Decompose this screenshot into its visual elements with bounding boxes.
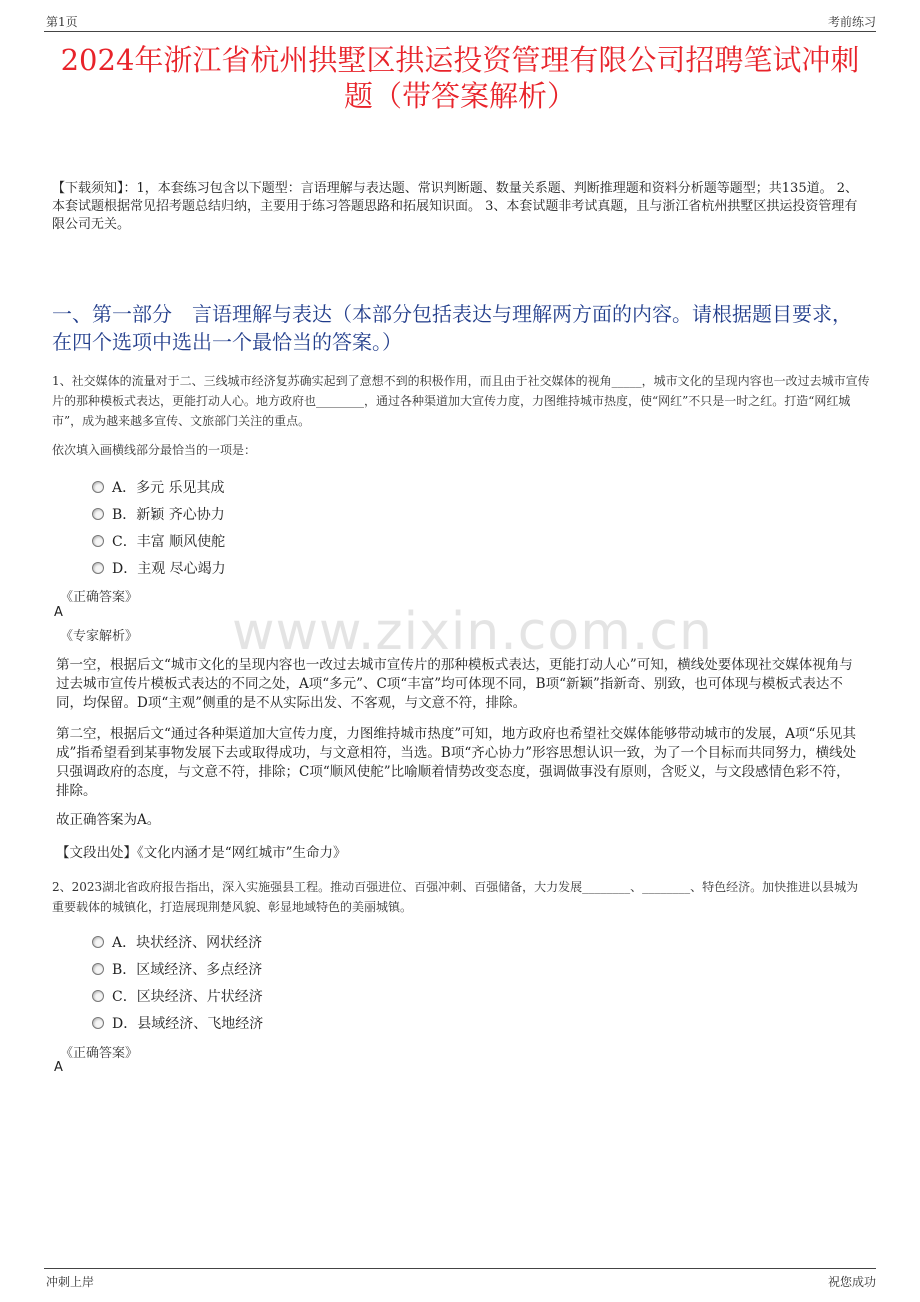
radio-icon[interactable]	[92, 990, 104, 1002]
option-label: C．丰富 顺风使舵	[112, 534, 226, 550]
question-1-option-d[interactable]	[92, 558, 226, 578]
question-2-option-b[interactable]	[92, 959, 262, 979]
radio-icon[interactable]	[92, 535, 104, 547]
option-label: A．块状经济、网状经济	[112, 935, 263, 951]
radio-icon[interactable]	[92, 508, 104, 520]
question-2-option-a[interactable]	[92, 932, 262, 952]
section-title: 一、第一部分 言语理解与表达（本部分包括表达与理解两方面的内容。请根据题目要求，在四个选项中选出一个最恰当的答案。）	[52, 302, 852, 354]
radio-icon[interactable]	[92, 936, 104, 948]
question-1-text: 1、社交媒体的流量对于二、三线城市经济复苏确实起到了意想不到的积极作用，而且由于社交媒体的视角_____，城市文化的呈现内容也一改过去城市宣传片的那种模板式表达，更能打动人心。地方政府也________，通过各种渠道加大宣传力度，力图维持城市热度，使“网红”不只是一时之红。打造“网红城市”，成为越来越多宣传、文旅部门关注的重点。	[52, 374, 870, 428]
option-label: B．区域经济、多点经济	[112, 962, 263, 978]
question-1-answer-label: 《正确答案》	[60, 590, 139, 605]
footer-right-text: 祝您成功	[827, 1275, 876, 1289]
question-2-option-d[interactable]	[92, 1013, 263, 1033]
question-1-hint: 依次填入画横线部分最恰当的一项是：	[52, 443, 257, 457]
question-1-analysis-label: 《专家解析》	[60, 629, 139, 644]
analysis-conclusion: 故正确答案为A。	[56, 812, 161, 828]
option-label: C．区块经济、片状经济	[112, 989, 263, 1005]
question-1-option-c[interactable]	[92, 531, 225, 551]
option-label: D．主观 尽心竭力	[112, 561, 226, 577]
footer-left-text: 冲刺上岸	[46, 1275, 95, 1289]
radio-icon[interactable]	[92, 481, 104, 493]
option-label: D．县域经济、飞地经济	[112, 1016, 264, 1032]
analysis-source: 【文段出处】《文化内涵才是“网红城市”生命力》	[56, 845, 347, 861]
question-1-option-b[interactable]	[92, 504, 225, 524]
option-label: B．新颖 齐心协力	[112, 507, 225, 523]
radio-icon[interactable]	[92, 1017, 104, 1029]
question-1-option-a[interactable]	[92, 477, 225, 497]
question-1-answer: A	[54, 605, 63, 620]
watermark: www.zixin.com.cn	[232, 602, 713, 662]
analysis-paragraph-1: 第一空，根据后文“城市文化的呈现内容也一改过去城市宣传片的那种模板式表达，更能打动人心”可知，横线处要体现社交媒体视角与过去城市宣传片模板式表达的不同之处，A项“多元”、C项“丰富”均可体现不同，B项“新颖”指新奇、别致，也可体现与模板式表达不同，均保留。D项“主观”侧重的是不从实际出发、不客观，与文意不符，排除。	[56, 657, 853, 711]
page-number: 第1页	[46, 15, 78, 29]
header-tag: 考前练习	[827, 15, 876, 29]
question-2-answer-label: 《正确答案》	[60, 1046, 139, 1061]
question-2-text: 2、2023湖北省政府报告指出，深入实施强县工程。推动百强进位、百强冲刺、百强储备，大力发展________、________、特色经济。加快推进以县城为重要载体的城镇化，打造展现荆楚风貌、彰显地域特色的美丽城镇。	[52, 880, 859, 914]
option-label: A．多元 乐见其成	[112, 480, 225, 496]
radio-icon[interactable]	[92, 963, 104, 975]
radio-icon[interactable]	[92, 562, 104, 574]
download-notice: 【下载须知】：1，本套练习包含以下题型：言语理解与表达题、常识判断题、数量关系题、判断推理题和资料分析题等题型；共135道。 2、本套试题根据常见招考题总结归纳，主要用于练习答题思路和拓展知识面。 3、本套试题非考试真题，且与浙江省杭州拱墅区拱运投资管理有限公司无关。	[52, 181, 858, 232]
header-divider	[44, 31, 876, 32]
document-title: 2024年浙江省杭州拱墅区拱运投资管理有限公司招聘笔试冲刺题（带答案解析）	[60, 43, 860, 113]
question-2-option-c[interactable]	[92, 986, 263, 1006]
analysis-paragraph-2: 第二空，根据后文“通过各种渠道加大宣传力度，力图维持城市热度”可知，地方政府也希望社交媒体能够带动城市的发展，A项“乐见其成”指希望看到某事物发展下去或取得成功，与文意相符，当选。B项“齐心协力”形容思想认识一致，为了一个目标而共同努力，横线处只强调政府的态度，与文意不符，排除；C项“顺风使舵”比喻顺着情势改变态度，强调做事没有原则，含贬义，与文段感情色彩不符，排除。	[56, 726, 857, 799]
question-2-answer: A	[54, 1060, 63, 1075]
footer-divider	[44, 1268, 876, 1269]
